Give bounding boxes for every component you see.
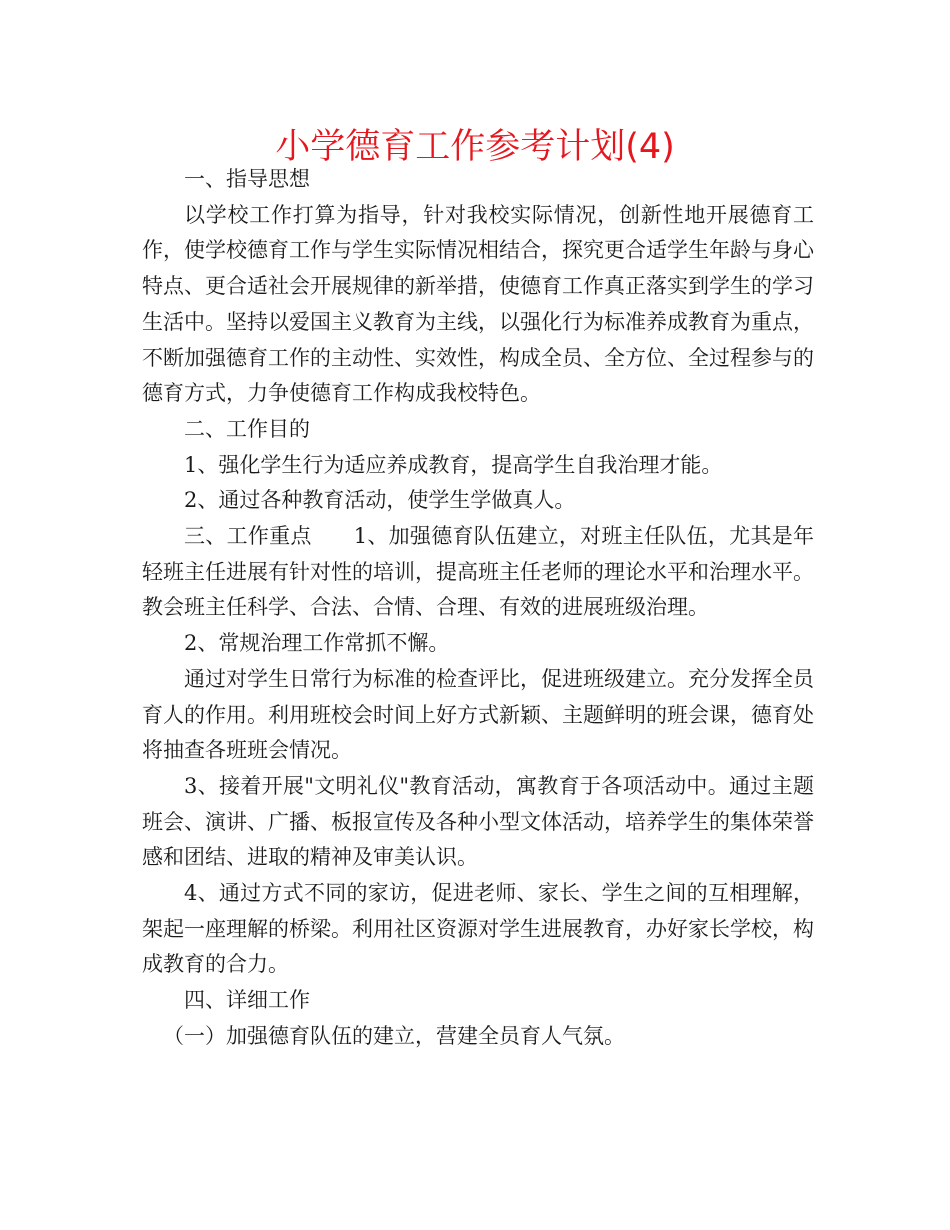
document-title: 小学德育工作参考计划(4) (275, 127, 675, 167)
section-heading-work-goals: 二、工作目的 (184, 416, 310, 441)
paragraph-guiding-ideology: 以学校工作打算为指导，针对我校实际情况，创新性地开展德育工作，使学校德育工作与学生实际情况相结合，探究更合适学生年龄与身心特点、更合适社会开展规律的新举措，使德育工作真正落实到学生的学习生活中。坚持以爱国主义教育为主线，以强化行为标准养成教育为重点，不断加强德育工作的主动性、实效性，构成全员、全方位、全过程参与的德育方式，力争使德育工作构成我校特色。 (142, 202, 814, 406)
goal-item-1: 1、强化学生行为适应养成教育，提高学生自我治理才能。 (184, 452, 723, 477)
paragraph-routine-management: 通过对学生日常行为标准的检查评比，促进班级建立。充分发挥全员育人的作用。利用班校会时间上好方式新颖、主题鲜明的班会课，德育处将抽查各班班会情况。 (142, 666, 814, 763)
focus-item-3: 3、接着开展"文明礼仪"教育活动，寓教育于各项活动中。通过主题班会、演讲、广播、板报宣传及各种小型文体活动，培养学生的集体荣誉感和团结、进取的精神及审美认识。 (142, 773, 814, 870)
focus-item-4: 4、通过方式不同的家访，促进老师、家长、学生之间的互相理解，架起一座理解的桥梁。利用社区资源对学生进展教育，办好家长学校，构成教育的合力。 (142, 881, 814, 977)
detailed-work-item-1: （一）加强德育队伍的建立，营建全员育人气氛。 (163, 1023, 625, 1048)
document-body (142, 162, 814, 1055)
section-heading-work-focus: 三、工作重点 (184, 524, 312, 549)
paragraph-work-focus (142, 519, 814, 626)
focus-item-2: 2、常规治理工作常抓不懈。 (184, 631, 450, 656)
section-heading-detailed-work: 四、详细工作 (184, 988, 310, 1013)
focus-item-1: 1、加强德育队伍建立，对班主任队伍，尤其是年轻班主任进展有针对性的培训，提高班主任老师的理论水平和治理水平。教会班主任科学、合法、合情、合理、有效的进展班级治理。 (142, 524, 815, 620)
section-heading-guiding-ideology: 一、指导思想 (184, 167, 310, 191)
goal-item-2: 2、通过各种教育活动，使学生学做真人。 (184, 488, 576, 513)
